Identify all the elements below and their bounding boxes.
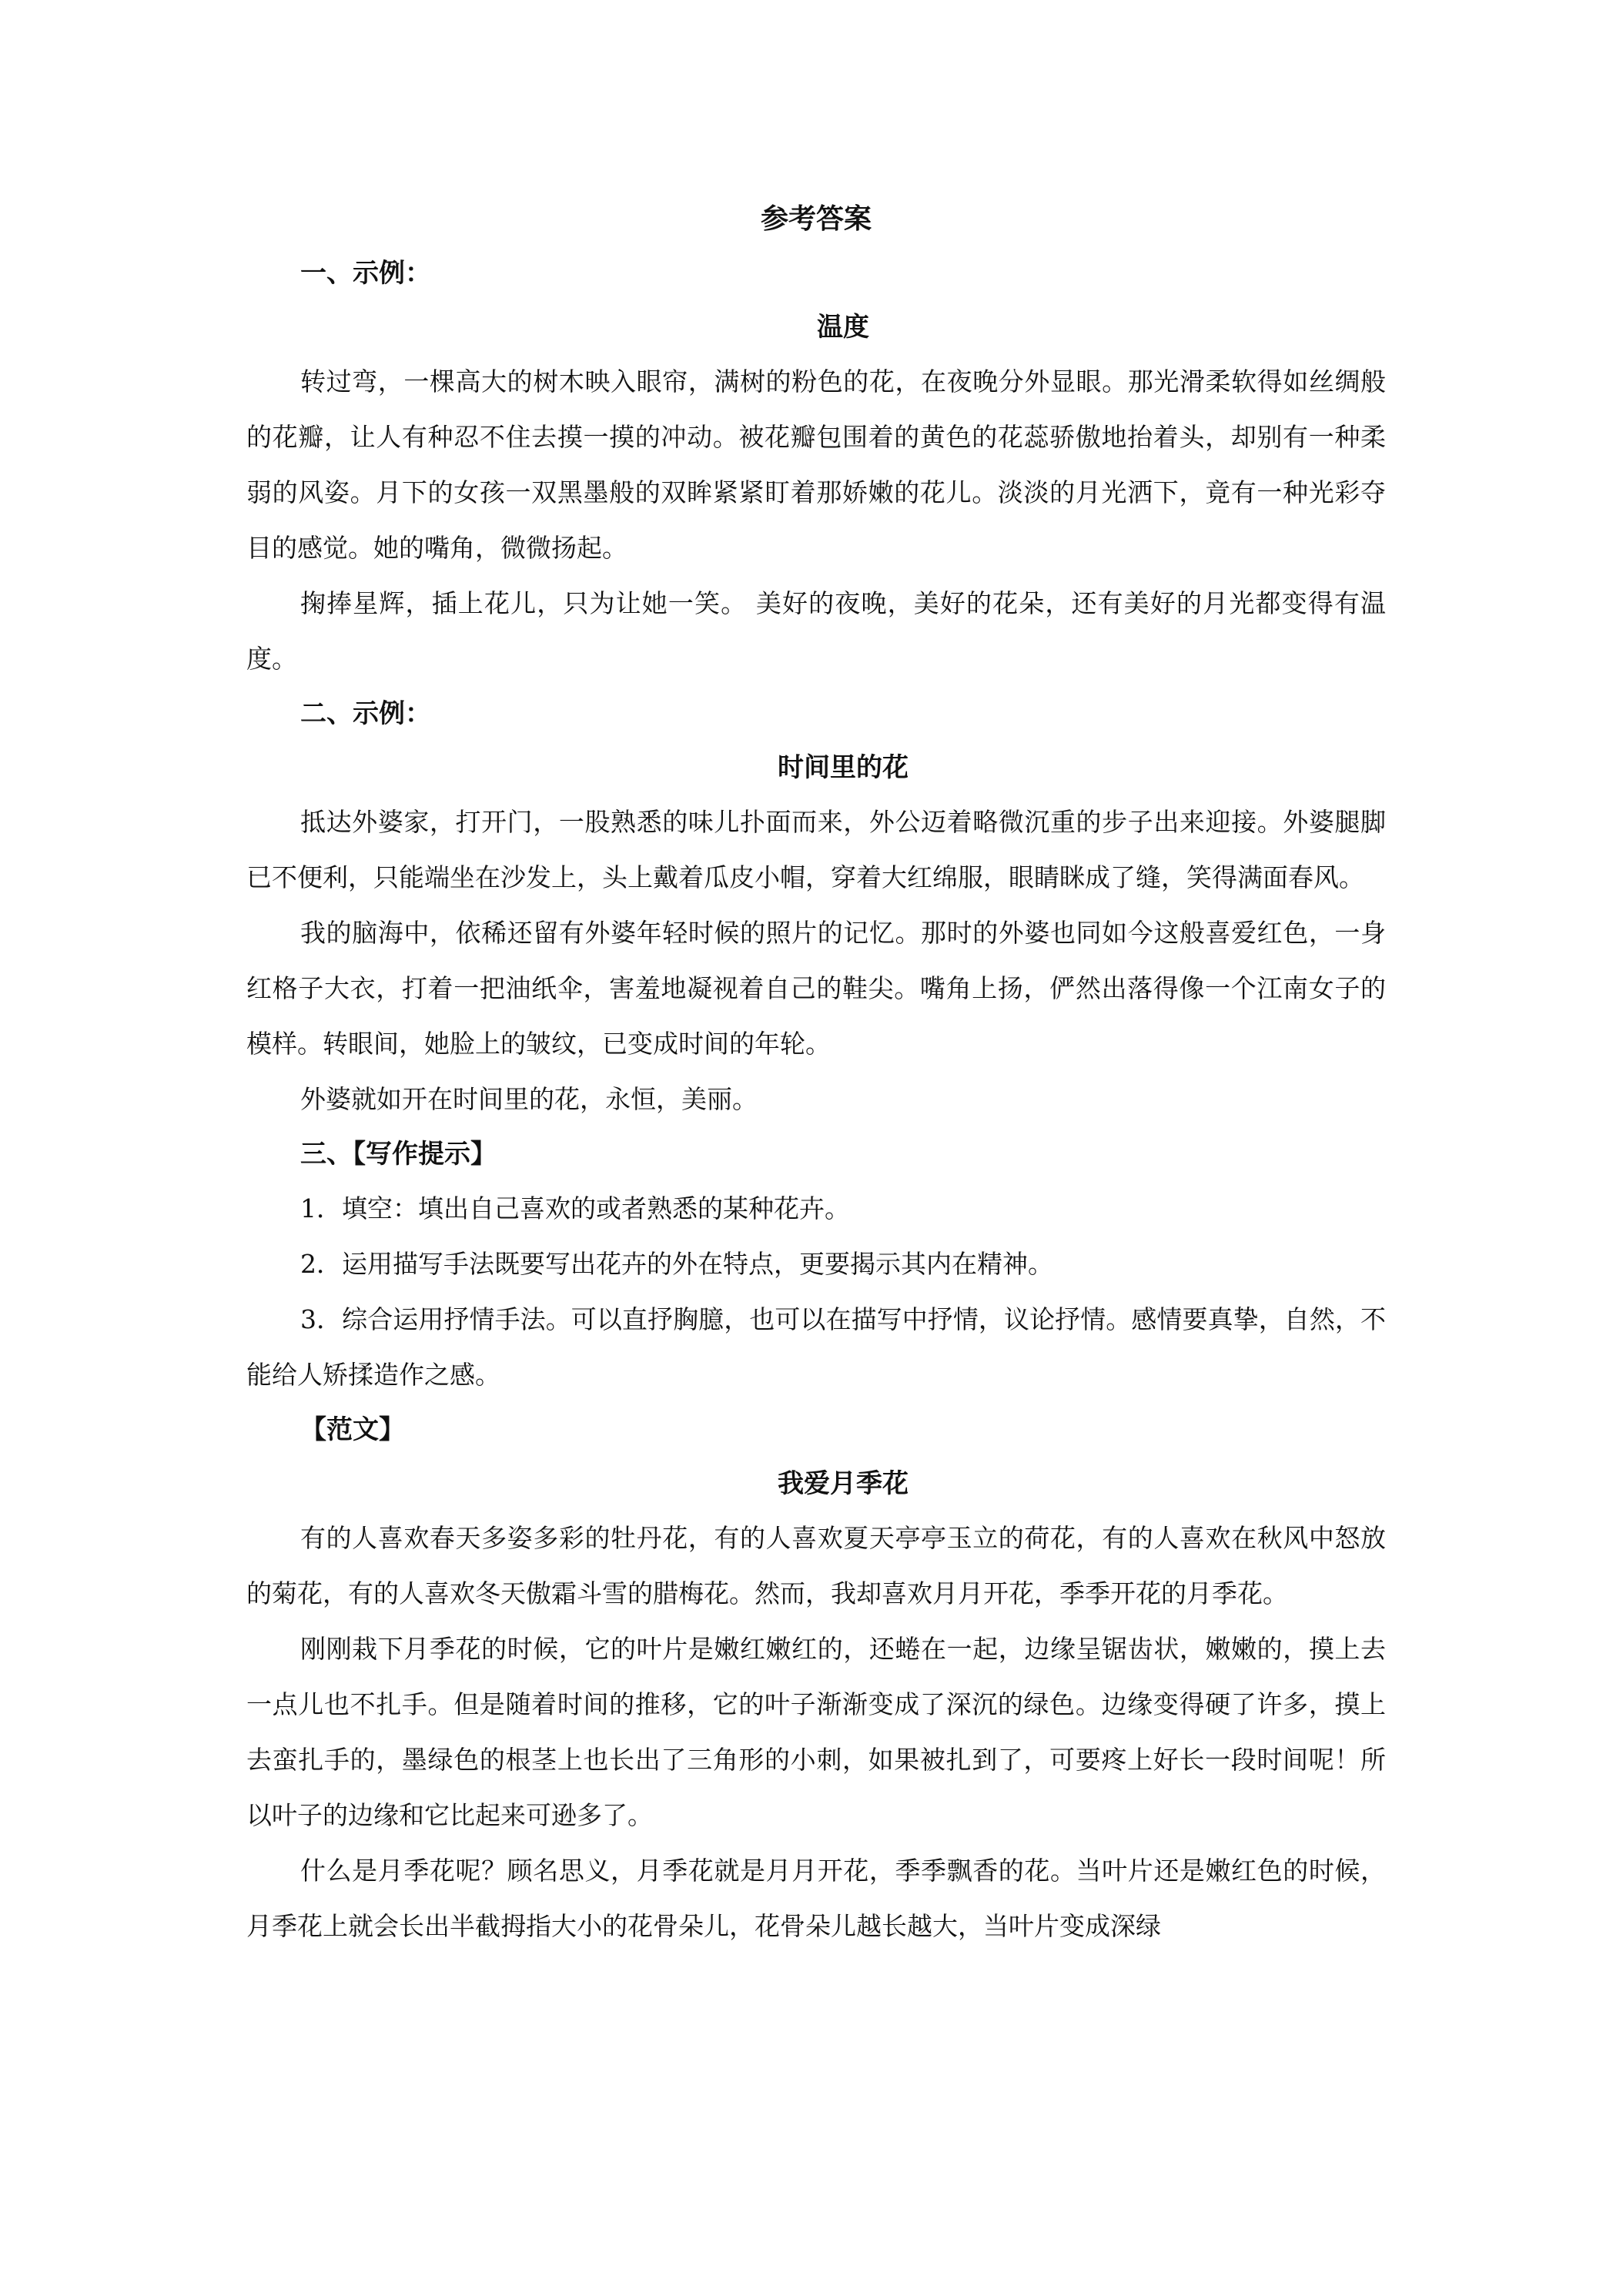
essay-1-paragraph: 掬捧星辉，插上花儿，只为让她一笑。 美好的夜晚，美好的花朵，还有美好的月光都变得有温度。 — [246, 588, 1386, 674]
essay-2-title: 时间里的花 — [778, 752, 909, 783]
essay-1-paragraph: 转过弯，一棵高大的树木映入眼帘，满树的粉色的花，在夜晚分外显眼。那光滑柔软得如丝绸般的花瓣，让人有种忍不住去摸一摸的冲动。被花瓣包围着的黄色的花蕊骄傲地抬着头，却别有一种柔弱的风姿。月下的女孩一双黑墨般的双眸紧紧盯着那娇嫩的花儿。淡淡的月光洒下，竟有一种光彩夺目的感觉。她的嘴角，微微扬起。 — [246, 366, 1386, 563]
essay-2-paragraph: 外婆就如开在时间里的花，永恒，美丽。 — [300, 1084, 758, 1114]
model-essay-paragraph: 刚刚栽下月季花的时候，它的叶片是嫩红嫩红的，还蜷在一起，边缘呈锯齿状，嫩嫩的，摸上去一点儿也不扎手。但是随着时间的推移，它的叶子渐渐变成了深沉的绿色。边缘变得硬了许多，摸上去蛮扎手的，墨绿色的根茎上也长出了三角形的小刺，如果被扎到了，可要疼上好长一段时间呢！所以叶子的边缘和它比起来可逊多了。 — [246, 1634, 1386, 1830]
section-1-heading: 一、示例： — [300, 258, 431, 289]
section-2-heading: 二、示例： — [300, 698, 431, 729]
page-title: 参考答案 — [760, 203, 872, 235]
model-essay-paragraph: 有的人喜欢春天多姿多彩的牡丹花，有的人喜欢夏天亭亭玉立的荷花，有的人喜欢在秋风中怒放的菊花，有的人喜欢冬天傲霜斗雪的腊梅花。然而，我却喜欢月月开花，季季开花的月季花。 — [246, 1523, 1386, 1608]
writing-hint: 2．运用描写手法既要写出花卉的外在特点，更要揭示其内在精神。 — [300, 1249, 1053, 1279]
essay-2-paragraph: 抵达外婆家，打开门，一股熟悉的味儿扑面而来，外公迈着略微沉重的步子出来迎接。外婆腿脚已不便利，只能端坐在沙发上，头上戴着瓜皮小帽，穿着大红绵服，眼睛眯成了缝，笑得满面春风。 — [246, 807, 1386, 892]
model-essay-title: 我爱月季花 — [778, 1468, 909, 1499]
essay-2-paragraph: 我的脑海中，依稀还留有外婆年轻时候的照片的记忆。那时的外婆也同如今这般喜爱红色，一身红格子大衣，打着一把油纸伞，害羞地凝视着自己的鞋尖。嘴角上扬，俨然出落得像一个江南女子的模样。转眼间，她脸上的皱纹，已变成时间的年轮。 — [246, 918, 1386, 1059]
writing-hint: 3．综合运用抒情手法。可以直抒胸臆，也可以在描写中抒情，议论抒情。感情要真挚，自然，不能给人矫揉造作之感。 — [246, 1304, 1386, 1390]
answer-page — [246, 192, 1386, 1954]
essay-1-title: 温度 — [817, 312, 869, 343]
writing-hint: 1．填空：填出自己喜欢的或者熟悉的某种花卉。 — [300, 1193, 850, 1223]
section-3-heading: 三、【写作提示】 — [300, 1139, 497, 1170]
model-essay-paragraph: 什么是月季花呢？顾名思义，月季花就是月月开花，季季飘香的花。当叶片还是嫩红色的时候，月季花上就会长出半截拇指大小的花骨朵儿，花骨朵儿越长越大，当叶片变成深绿 — [246, 1856, 1386, 1941]
model-essay-label: 【范文】 — [300, 1414, 405, 1445]
